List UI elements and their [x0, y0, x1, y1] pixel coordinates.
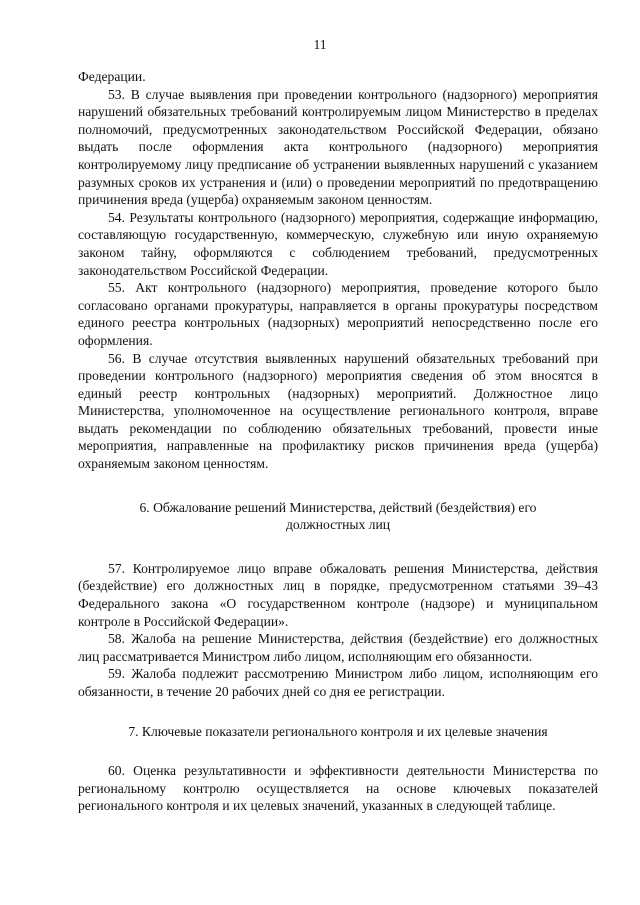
spacer	[78, 740, 598, 762]
paragraph-58: 58. Жалоба на решение Министерства, действия (бездействие) его должностных лиц рассматривается Министром либо лицом, исполняющим его обязанности.	[78, 631, 598, 664]
paragraph-53: 53. В случае выявления при проведении контрольного (надзорного) мероприятия нарушений обязательных требований контролируемым лицом Министерство в пределах полномочий, предусмотренных законодательством Российской Федерации, обязано выдать после оформления акта контрольного (надзорного) мероприятия контролируемому лицу предписание об устранении выявленных нарушений с указанием разумных сроков их устранения и (или) о проведении мероприятий по предотвращению причинения вреда (ущерба) охраняемым законом ценностям.	[78, 86, 598, 208]
paragraph-56: 56. В случае отсутствия выявленных нарушений обязательных требований при проведении контрольного (надзорного) мероприятия сведения об этом вносятся в единый реестр контрольных (надзорных) мероприятий. Должностное лицо Министерства, уполномоченное на осуществление регионального контроля, вправе выдать рекомендации по соблюдению обязательных требований, провести иные мероприятия, направленные на профилактику рисков причинения вреда (ущерба) охраняемым законом ценностям.	[78, 350, 598, 472]
paragraph-54: 54. Результаты контрольного (надзорного) мероприятия, содержащие информацию, составляющую государственную, коммерческую, служебную или иную охраняемую законом тайну, оформляются с соблюдением требований, предусмотренных законодательством Российской Федерации.	[78, 209, 598, 278]
spacer	[78, 473, 598, 499]
page-number: 11	[313, 37, 327, 52]
spacer	[78, 701, 598, 723]
paragraph-59: 59. Жалоба подлежит рассмотрению Министром либо лицом, исполняющим его обязанности, в течение 20 рабочих дней со дня ее регистрации.	[78, 666, 598, 699]
section-6-heading-line-1: 6. Обжалование решений Министерства, действий (бездействия) его	[139, 499, 537, 515]
section-6-heading-line-2: должностных лиц	[285, 517, 391, 533]
paragraph-55: 55. Акт контрольного (надзорного) мероприятия, проведение которого было согласовано органами прокуратуры, направляется в органы прокуратуры посредством единого реестра контрольных (надзорных) мероприятий непосредственно после его оформления.	[78, 280, 598, 348]
paragraph-57: 57. Контролируемое лицо вправе обжаловать решения Министерства, действия (бездействие) его должностных лиц в порядке, предусмотренном статьями 39–43 Федерального закона «О государственном контроле (надзоре) и муниципальном контроле в Российской Федерации».	[78, 560, 598, 629]
spacer	[78, 534, 598, 560]
section-7-heading: 7. Ключевые показатели регионального контроля и их целевые значения	[128, 723, 548, 739]
document-body	[78, 68, 598, 815]
paragraph-lead: Федерации.	[78, 69, 146, 84]
paragraph-60: 60. Оценка результативности и эффективности деятельности Министерства по региональному контролю осуществляется на основе ключевых показателей регионального контроля и их целевых значений, указанных в следующей таблице.	[78, 763, 598, 814]
